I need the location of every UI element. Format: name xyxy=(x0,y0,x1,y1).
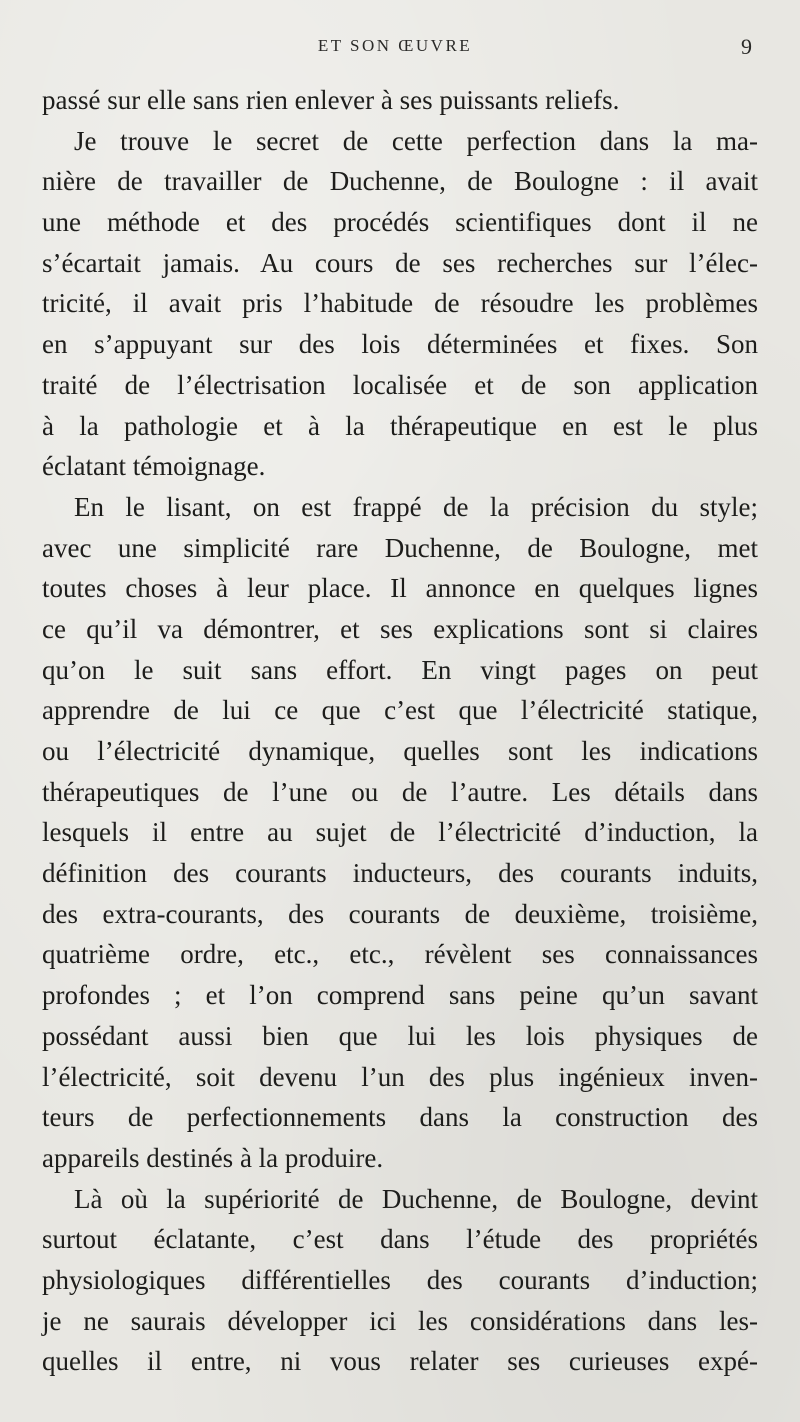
text-line: traité de l’électrisation localisée et de son application xyxy=(42,369,758,400)
text-line: définition des courants inducteurs, des courants induits, xyxy=(42,858,758,889)
text-line: lesquels il entre au sujet de l’électricité d’induction, la xyxy=(42,817,758,848)
text-line: l’électricité, soit devenu l’un des plus ingénieux inven- xyxy=(42,1061,758,1092)
text-line: quelles il entre, ni vous relater ses curieuses expé- xyxy=(42,1346,758,1377)
text-line: toutes choses à leur place. Il annonce en quelques lignes xyxy=(42,573,758,604)
text-line: quatrième ordre, etc., etc., révèlent ses connaissances xyxy=(42,939,758,970)
text-line: je ne saurais développer ici les considérations dans les- xyxy=(42,1305,758,1336)
text-line: des extra-courants, des courants de deuxième, troisième, xyxy=(42,898,758,929)
text-line: En le lisant, on est frappé de la précision du style; xyxy=(74,491,758,522)
text-line: avec une simplicité rare Duchenne, de Boulogne, met xyxy=(42,532,758,563)
text-line: qu’on le suit sans effort. En vingt pages on peut xyxy=(42,654,758,685)
text-line: appareils destinés à la produire. xyxy=(42,1142,384,1173)
text-line: teurs de perfectionnements dans la construction des xyxy=(42,1102,758,1133)
text-line: passé sur elle sans rien enlever à ses puissants reliefs. xyxy=(42,85,620,115)
text-line: à la pathologie et à la thérapeutique en est le plus xyxy=(42,410,758,441)
text-line: une méthode et des procédés scientifiques dont il ne xyxy=(42,207,758,238)
text-line: ce qu’il va démontrer, et ses explications sont si claires xyxy=(42,613,758,644)
text-line: Là où la supériorité de Duchenne, de Boulogne, devint xyxy=(74,1183,758,1214)
page-header xyxy=(0,34,800,64)
text-line: possédant aussi bien que lui les lois physiques de xyxy=(42,1020,758,1051)
text-line: s’écartait jamais. Au cours de ses recherches sur l’élec- xyxy=(42,247,758,278)
text-line: tricité, il avait pris l’habitude de résoudre les problèmes xyxy=(42,288,758,319)
text-line: physiologiques différentielles des courants d’induction; xyxy=(42,1264,758,1295)
text-line: ou l’électricité dynamique, quelles sont les indications xyxy=(42,736,758,766)
body-text xyxy=(42,80,758,1382)
text-line: Je trouve le secret de cette perfection dans la ma- xyxy=(74,125,758,156)
running-title: ET SON ŒUVRE xyxy=(317,36,473,55)
text-line: thérapeutiques de l’une ou de l’autre. Les détails dans xyxy=(42,776,758,807)
page-number: 9 xyxy=(741,34,752,59)
text-line: apprendre de lui ce que c’est que l’électricité statique, xyxy=(42,695,758,726)
text-line: surtout éclatante, c’est dans l’étude des propriétés xyxy=(42,1224,758,1255)
text-line: profondes ; et l’on comprend sans peine qu’un savant xyxy=(42,980,758,1011)
text-line: nière de travailler de Duchenne, de Boulogne : il avait xyxy=(42,166,758,197)
text-line: éclatant témoignage. xyxy=(42,451,266,482)
text-line: en s’appuyant sur des lois déterminées et fixes. Son xyxy=(42,329,758,360)
